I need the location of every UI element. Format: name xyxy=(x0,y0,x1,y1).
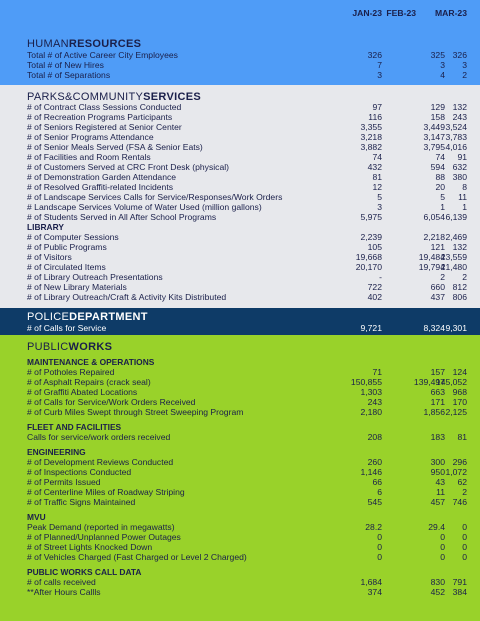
row-value-1: 722 xyxy=(367,282,382,292)
library-title: LIBRARY xyxy=(27,222,64,232)
row-value-2: 4 xyxy=(440,70,445,80)
table-row xyxy=(0,162,480,172)
table-row xyxy=(0,552,480,562)
police-rows xyxy=(0,323,480,333)
table-row xyxy=(0,232,480,242)
table-row xyxy=(0,192,480,202)
row-label: # of Public Programs xyxy=(27,242,107,252)
table-row xyxy=(0,367,480,377)
table-row xyxy=(0,272,480,282)
row-label: # of Contract Class Sessions Conducted xyxy=(27,102,182,112)
row-label: # of Street Lights Knocked Down xyxy=(27,542,153,552)
row-label: # of Computer Sessions xyxy=(27,232,119,242)
row-value-1: - xyxy=(379,272,382,282)
table-row xyxy=(0,242,480,252)
row-value-1: 81 xyxy=(372,172,382,182)
row-value-1: 66 xyxy=(372,477,382,487)
row-value-1: 208 xyxy=(367,432,382,442)
row-value-3: 11 xyxy=(458,192,467,202)
row-label: # of Recreation Programs Participants xyxy=(27,112,173,122)
row-value-2: 157 xyxy=(430,367,445,377)
row-value-1: 7 xyxy=(377,60,382,70)
row-value-3: 296 xyxy=(452,457,467,467)
table-row xyxy=(0,407,480,417)
row-label: # of Calls for Service xyxy=(27,323,107,333)
group-title: MAINTENANCE & OPERATIONS xyxy=(27,357,155,367)
row-value-3: 81 xyxy=(457,432,467,442)
table-row xyxy=(0,70,480,80)
row-value-1: 5,975 xyxy=(360,212,382,222)
row-value-1: 2,239 xyxy=(360,232,382,242)
row-value-2: 11 xyxy=(436,487,445,497)
row-value-1: 97 xyxy=(372,102,382,112)
table-row xyxy=(0,432,480,442)
row-value-2: 437 xyxy=(430,292,445,302)
table-row xyxy=(0,172,480,182)
row-label: # of Permits Issued xyxy=(27,477,101,487)
police-title: POLICEDEPARTMENT xyxy=(27,311,148,323)
row-value-2: 6,054 xyxy=(423,212,445,222)
row-value-2: 3 xyxy=(440,60,445,70)
group-title: PUBLIC WORKS CALL DATA xyxy=(27,567,142,577)
row-value-3: 746 xyxy=(452,497,467,507)
row-label: # of Asphalt Repairs (crack seal) xyxy=(27,377,151,387)
row-label: # of Potholes Repaired xyxy=(27,367,115,377)
row-value-2: 20 xyxy=(435,182,445,192)
row-value-3: 2,125 xyxy=(445,407,467,417)
row-value-1: 1,303 xyxy=(360,387,382,397)
row-label: # of Visitors xyxy=(27,252,72,262)
table-row xyxy=(0,487,480,497)
parks-row-list xyxy=(0,102,480,222)
row-value-3: 132 xyxy=(452,102,467,112)
row-value-2: 300 xyxy=(430,457,445,467)
row-value-2: 2 xyxy=(440,272,445,282)
column-header-jan: JAN-23 xyxy=(352,8,382,18)
row-label: # of Planned/Unplanned Power Outages xyxy=(27,532,181,542)
row-value-2: 74 xyxy=(435,152,445,162)
table-row xyxy=(0,522,480,532)
row-label: # of Resolved Graffiti-related Incidents xyxy=(27,182,174,192)
row-value-3: 91 xyxy=(457,152,467,162)
row-value-3: 3,783 xyxy=(445,132,467,142)
table-row xyxy=(0,467,480,477)
row-value-1: 432 xyxy=(367,162,382,172)
row-value-2: 139,497 xyxy=(413,377,445,387)
table-row xyxy=(0,282,480,292)
column-header-mar: MAR-23 xyxy=(435,8,467,18)
row-label: # of Students Served in All After School Programs xyxy=(27,212,217,222)
row-value-1: 150,855 xyxy=(350,377,382,387)
row-value-1: 260 xyxy=(367,457,382,467)
row-label: # of Circulated Items xyxy=(27,262,106,272)
row-value-2: 1 xyxy=(440,202,445,212)
row-value-3: 1,072 xyxy=(445,467,467,477)
row-label: # of Traffic Signs Maintained xyxy=(27,497,136,507)
row-value-2: 8,324 xyxy=(423,323,445,333)
table-row xyxy=(0,542,480,552)
table-row xyxy=(0,397,480,407)
public-works-section xyxy=(0,335,480,621)
table-row xyxy=(0,577,480,587)
row-value-1: 19,668 xyxy=(355,252,382,262)
row-value-3: 380 xyxy=(452,172,467,182)
group-title: FLEET AND FACILITIES xyxy=(27,422,122,432)
row-value-2: 3,795 xyxy=(423,142,445,152)
row-value-3: 243 xyxy=(452,112,467,122)
group-title: MVU xyxy=(27,512,46,522)
table-row xyxy=(0,477,480,487)
row-value-2: 129 xyxy=(430,102,445,112)
row-value-2: 1,856 xyxy=(423,407,445,417)
row-label: # of Library Outreach/Craft & Activity Kits Distributed xyxy=(27,292,227,302)
parks-title: PARKS&COMMUNITYSERVICES xyxy=(27,91,201,103)
row-value-1: 5 xyxy=(377,192,382,202)
row-value-1: 402 xyxy=(367,292,382,302)
row-value-2: 3,147 xyxy=(423,132,445,142)
row-value-2: 325 xyxy=(430,50,445,60)
parks-section xyxy=(0,85,480,308)
row-value-3: 1 xyxy=(462,202,467,212)
row-value-1: 1,684 xyxy=(360,577,382,587)
row-value-2: 457 xyxy=(430,497,445,507)
row-value-1: 71 xyxy=(372,367,382,377)
group-title: ENGINEERING xyxy=(27,447,86,457)
row-value-2: 43 xyxy=(435,477,445,487)
row-value-2: 0 xyxy=(440,532,445,542)
library-row-list xyxy=(0,232,480,302)
table-row xyxy=(0,252,480,262)
row-value-2: 121 xyxy=(430,242,445,252)
row-value-1: 3,882 xyxy=(360,142,382,152)
row-value-3: 9,301 xyxy=(445,323,467,333)
row-label: # of Inspections Conducted xyxy=(27,467,132,477)
row-label: # of Calls for Service/Work Orders Received xyxy=(27,397,196,407)
row-value-3: 0 xyxy=(462,522,467,532)
table-row xyxy=(0,112,480,122)
row-label: Calls for service/work orders received xyxy=(27,432,171,442)
row-value-1: 243 xyxy=(367,397,382,407)
table-row xyxy=(0,292,480,302)
row-value-1: 116 xyxy=(368,112,382,122)
row-value-3: 62 xyxy=(457,477,467,487)
row-value-1: 2,180 xyxy=(360,407,382,417)
row-label: Total # of Separations xyxy=(27,70,111,80)
table-row xyxy=(0,377,480,387)
row-value-1: 3 xyxy=(377,70,382,80)
row-label: # of Library Outreach Presentations xyxy=(27,272,163,282)
row-value-1: 105 xyxy=(367,242,382,252)
public-works-groups xyxy=(0,357,480,597)
row-value-2: 663 xyxy=(430,387,445,397)
row-value-2: 29.4 xyxy=(428,522,445,532)
row-value-1: 0 xyxy=(377,542,382,552)
police-section xyxy=(0,308,480,335)
row-value-1: 3,355 xyxy=(360,122,382,132)
row-value-2: 950 xyxy=(430,467,445,477)
row-label: Total # of New Hires xyxy=(27,60,104,70)
table-row xyxy=(0,587,480,597)
table-row xyxy=(0,457,480,467)
human-resources-title: HUMANRESOURCES xyxy=(27,38,142,50)
row-label: # of calls received xyxy=(27,577,96,587)
row-value-2: 660 xyxy=(430,282,445,292)
row-value-2: 5 xyxy=(440,192,445,202)
row-label: # Landscape Services Volume of Water Used (million gallons) xyxy=(27,202,262,212)
table-row xyxy=(0,212,480,222)
parks-rows xyxy=(0,102,480,302)
row-value-2: 158 xyxy=(430,112,445,122)
row-label: # of Centerline Miles of Roadway Striping xyxy=(27,487,185,497)
row-value-3: 2 xyxy=(462,487,467,497)
row-label: **After Hours Callls xyxy=(27,587,101,597)
row-value-3: 2 xyxy=(462,272,467,282)
row-value-3: 132 xyxy=(452,242,467,252)
table-row xyxy=(0,323,480,333)
row-value-1: 9,721 xyxy=(360,323,382,333)
row-label: # of Vehicles Charged (Fast Charged or Level 2 Charged) xyxy=(27,552,247,562)
row-label: # of Seniors Registered at Senior Center xyxy=(27,122,182,132)
row-value-1: 3 xyxy=(377,202,382,212)
row-label: # of New Library Materials xyxy=(27,282,127,292)
row-value-2: 183 xyxy=(430,432,445,442)
row-label: # of Senior Programs Attendance xyxy=(27,132,154,142)
row-value-3: 968 xyxy=(452,387,467,397)
row-label: # of Landscape Services Calls for Service/Responses/Work Orders xyxy=(27,192,283,202)
row-value-3: 632 xyxy=(452,162,467,172)
row-label: # of Graffiti Abated Locations xyxy=(27,387,138,397)
row-value-1: 545 xyxy=(367,497,382,507)
table-row xyxy=(0,132,480,142)
table-row xyxy=(0,142,480,152)
row-value-3: 2,469 xyxy=(445,232,467,242)
row-value-1: 3,218 xyxy=(360,132,382,142)
row-value-3: 145,052 xyxy=(435,377,467,387)
row-value-2: 171 xyxy=(430,397,445,407)
row-value-3: 4,016 xyxy=(445,142,467,152)
row-value-2: 3,449 xyxy=(423,122,445,132)
table-row xyxy=(0,387,480,397)
human-resources-rows xyxy=(0,50,480,80)
row-value-3: 124 xyxy=(452,367,467,377)
row-value-3: 326 xyxy=(452,50,467,60)
row-value-2: 0 xyxy=(440,542,445,552)
row-label: # of Demonstration Garden Attendance xyxy=(27,172,177,182)
row-value-3: 791 xyxy=(452,577,467,587)
row-value-3: 2 xyxy=(462,70,467,80)
row-value-3: 6,139 xyxy=(445,212,467,222)
row-label: # of Senior Meals Served (FSA & Senior Eats) xyxy=(27,142,203,152)
row-label: # of Development Reviews Conducted xyxy=(27,457,174,467)
row-value-2: 830 xyxy=(430,577,445,587)
row-label: # of Facilities and Room Rentals xyxy=(27,152,151,162)
row-value-3: 21,480 xyxy=(440,262,467,272)
row-value-1: 6 xyxy=(377,487,382,497)
row-value-3: 8 xyxy=(462,182,467,192)
row-value-3: 0 xyxy=(462,552,467,562)
row-label: Peak Demand (reported in megawatts) xyxy=(27,522,175,532)
row-value-3: 384 xyxy=(452,587,467,597)
row-value-1: 12 xyxy=(372,182,382,192)
row-value-2: 452 xyxy=(430,587,445,597)
row-value-2: 88 xyxy=(435,172,445,182)
table-row xyxy=(0,262,480,272)
table-row xyxy=(0,532,480,542)
row-value-3: 806 xyxy=(452,292,467,302)
row-value-1: 74 xyxy=(372,152,382,162)
row-value-1: 1,146 xyxy=(360,467,382,477)
row-value-3: 812 xyxy=(452,282,467,292)
row-value-3: 0 xyxy=(462,542,467,552)
table-row xyxy=(0,60,480,70)
column-header-feb: FEB-23 xyxy=(386,8,416,18)
row-value-2: 0 xyxy=(440,552,445,562)
row-value-3: 3,524 xyxy=(445,122,467,132)
row-value-1: 326 xyxy=(367,50,382,60)
row-value-2: 594 xyxy=(430,162,445,172)
column-headers xyxy=(0,8,480,20)
row-value-3: 0 xyxy=(462,532,467,542)
row-value-1: 0 xyxy=(377,532,382,542)
human-resources-section xyxy=(0,0,480,85)
row-value-2: 19,484 xyxy=(418,252,445,262)
table-row xyxy=(0,50,480,60)
row-value-1: 20,170 xyxy=(355,262,382,272)
row-value-1: 28.2 xyxy=(365,522,382,532)
row-value-1: 374 xyxy=(367,587,382,597)
row-label: # of Curb Miles Swept through Street Sweeping Program xyxy=(27,407,244,417)
row-value-2: 2,218 xyxy=(423,232,445,242)
table-row xyxy=(0,122,480,132)
table-row xyxy=(0,182,480,192)
row-value-3: 170 xyxy=(452,397,467,407)
table-row xyxy=(0,152,480,162)
row-value-2: 19,794 xyxy=(418,262,445,272)
row-label: # of Customers Served at CRC Front Desk (physical) xyxy=(27,162,230,172)
public-works-title: PUBLICWORKS xyxy=(27,341,113,353)
table-row xyxy=(0,102,480,112)
row-value-3: 3 xyxy=(462,60,467,70)
table-row xyxy=(0,497,480,507)
row-value-3: 23,559 xyxy=(440,252,467,262)
row-label: Total # of Active Career City Employees xyxy=(27,50,178,60)
table-row xyxy=(0,202,480,212)
row-value-1: 0 xyxy=(377,552,382,562)
